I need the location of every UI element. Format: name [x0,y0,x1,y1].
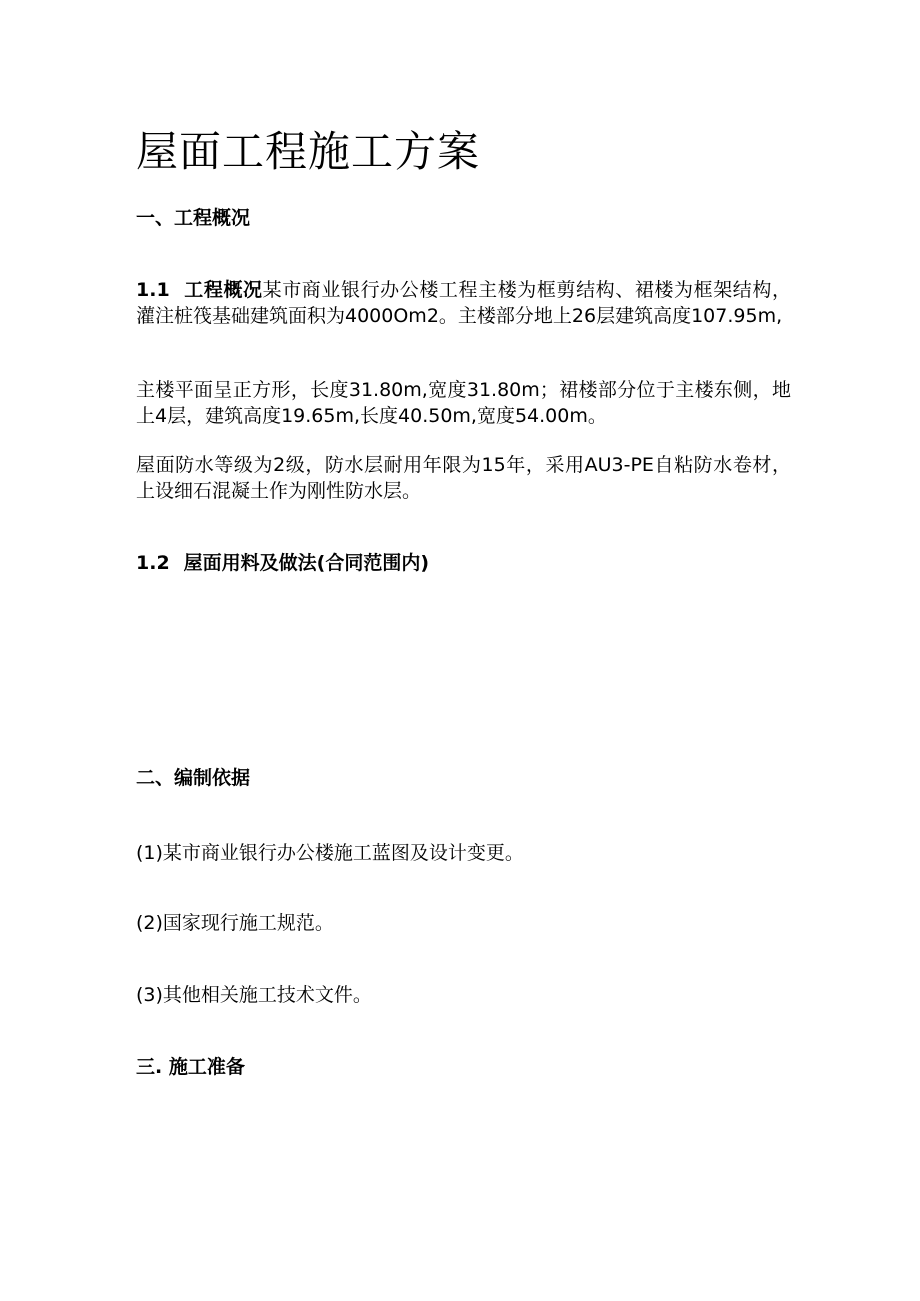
section-1-heading: 一、工程概况 [136,207,251,229]
basis-item-1: (1)某市商业银行办公楼施工蓝图及设计变更。 [136,842,524,864]
basis-item-2: (2)国家现行施工规范。 [136,912,334,934]
subsection-1-2-text: 屋面用料及做法(合同范围内) [183,552,430,574]
paragraph-1-1 [136,277,791,329]
paragraph-1-1-text: 某市商业银行办公楼工程主楼为框剪结构、裙楼为框架结构，灌注桩筏基础建筑面积为4000Om2。主楼部分地上26层建筑高度107.95m, [136,279,791,327]
paragraph-main-building: 主楼平面呈正方形，长度31.80m,宽度31.80m；裙楼部分位于主楼东侧，地上4层，建筑高度19.65m,长度40.50m,宽度54.00m。 [136,379,791,427]
section-3-heading: 三. 施工准备 [136,1056,245,1078]
document-title: 屋面工程施工方案 [136,127,481,176]
basis-item-3: (3)其他相关施工技术文件。 [136,984,372,1006]
paragraph-waterproofing: 屋面防水等级为2级，防水层耐用年限为15年，采用AU3-PE自粘防水卷材，上设细石混凝土作为刚性防水层。 [136,454,791,502]
subsection-1-2-heading [136,550,429,576]
paragraph-1-1-number: 1.1 [136,279,170,301]
section-2-heading: 二、编制依据 [136,767,251,789]
paragraph-1-1-lead: 工程概况 [183,279,263,301]
subsection-1-2-number: 1.2 [136,552,170,574]
